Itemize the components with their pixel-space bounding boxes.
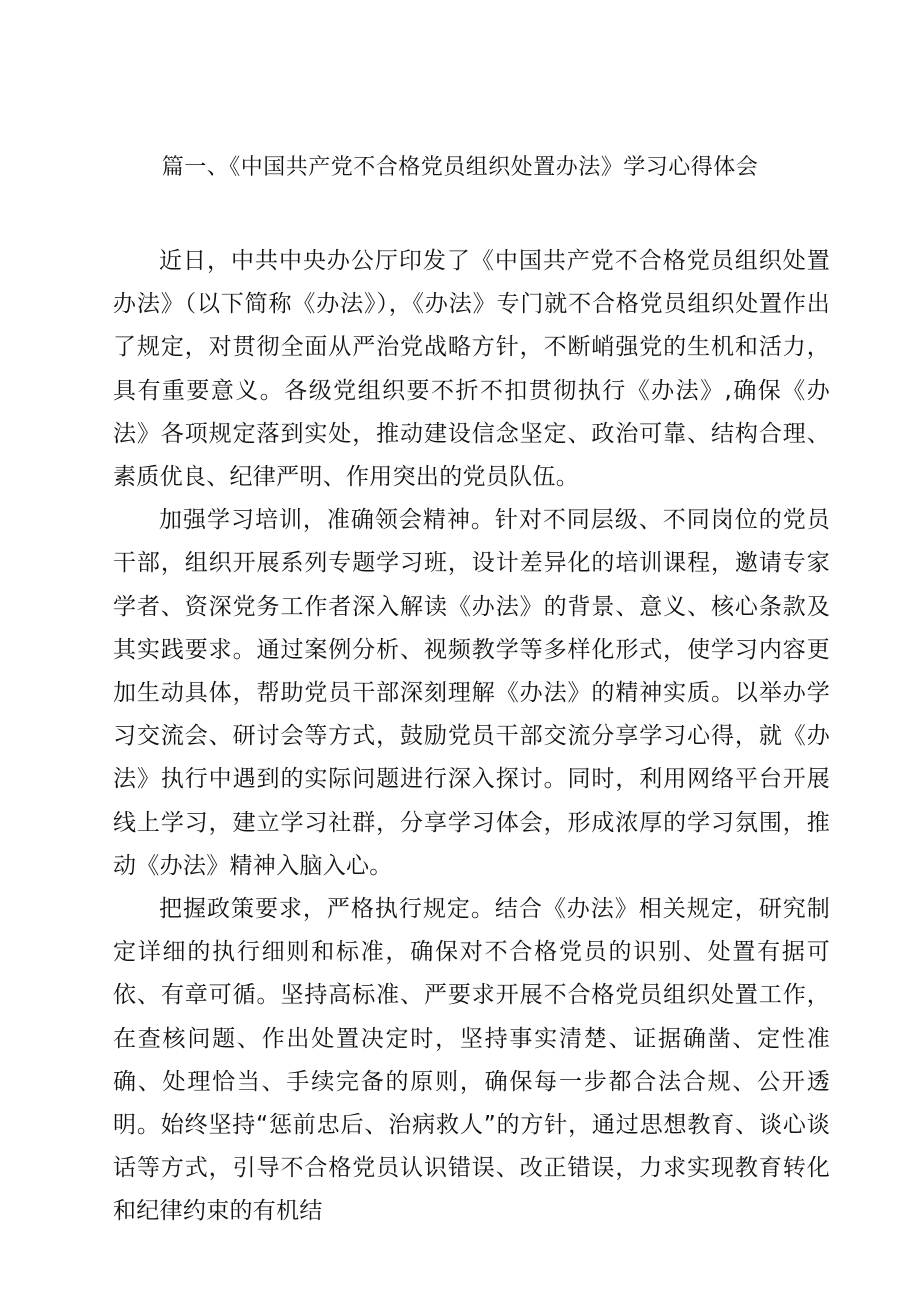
document-body xyxy=(113,240,830,1234)
document-title: 篇一、《中国共产党不合格党员组织处置办法》学习心得体会 xyxy=(161,155,759,180)
paragraph-intro: 近日，中共中央办公厅印发了《中国共产党不合格党员组织处置办法》（以下简称《办法》），《办法》专门就不合格党员组织处置作出了规定，对贯彻全面从严治党战略方针，不断峭强党的生机和活力，具有重要意义。各级党组织要不折不扣贯彻执行《办法》,确保《办法》各项规定落到实处，推动建设信念坚定、政治可靠、结构合理、素质优良、纪律严明、作用突出的党员队伍。 xyxy=(113,248,830,491)
paragraph-training: 加强学习培训，准确领会精神。针对不同层级、不同岗位的党员干部，组织开展系列专题学习班，设计差异化的培训课程，邀请专家学者、资深党务工作者深入解读《办法》的背景、意义、核心条款及其实践要求。通过案例分析、视频教学等多样化形式，使学习内容更加生动具体，帮助党员干部深刻理解《办法》的精神实质。以举办学习交流会、研讨会等方式，鼓励党员干部交流分享学习心得，就《办法》执行中遇到的实际问题进行深入探讨。同时，利用网络平台开展线上学习，建立学习社群，分享学习体会，形成浓厚的学习氛围，推动《办法》精神入脑入心。 xyxy=(113,507,830,879)
paragraph-policy: 把握政策要求，严格执行规定。结合《办法》相关规定，研究制定详细的执行细则和标准，确保对不合格党员的识别、处置有据可依、有章可循。坚持高标准、严要求开展不合格党员组织处置工作，在查核问题、作出处置决定时，坚持事实清楚、证据确凿、定性准确、处理恰当、手续完备的原则，确保每一步都合法合规、公开透明。始终坚持“惩前忠后、治病救人”的方针，通过思想教育、谈心谈话等方式，引导不合格党员认识错误、改正错误，力求实现教育转化和纪律约束的有机结 xyxy=(113,896,830,1225)
